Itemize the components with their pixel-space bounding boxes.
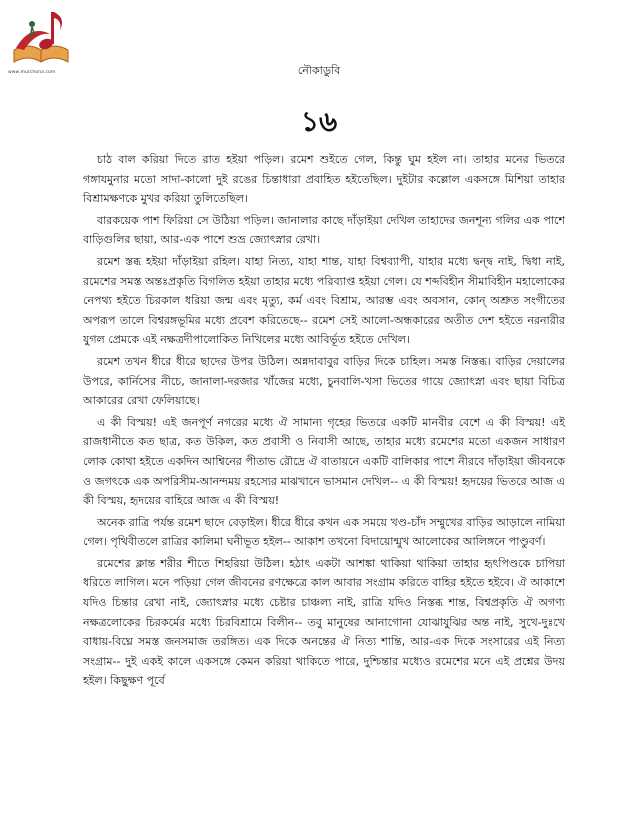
paragraph: বারকয়েক পাশ ফিরিয়া সে উঠিয়া পড়িল। জানালার কাছে দাঁড়াইয়া দেখিল তাহাদের জনশূন্য গলির এক পাশে বাড়িগুলির ছায়া, আর-এক পাশে শুভ্র জ্যোৎস্নার রেখা। bbox=[83, 213, 565, 247]
running-title: নৌকাডুবি bbox=[297, 64, 341, 77]
paragraph: অনেক রাত্রি পর্যন্ত রমেশ ছাদে বেড়াইল। ধীরে ধীরে কখন এক সময়ে খণ্ড-চাঁদ সম্মুখের বাড়ির আড়ালে নামিয়া গেল। পৃথিবীতলে রাত্রির কালিমা ঘনীভূত হইল-- আকাশ তখনো বিদায়োন্মুখ আলোকের আলিঙ্গনে পাণ্ডুবর্ণ। bbox=[83, 515, 565, 549]
paragraph: রমেশ স্তব্ধ হইয়া দাঁড়াইয়া রহিল। যাহা নিত্য, যাহা শান্ত, যাহা বিশ্বব্যাপী, যাহার মধ্যে দ্বন্দ্ব নাই, দ্বিধা নাই, রমেশের সমস্ত অন্তঃপ্রকৃতি বিগলিত হইয়া তাহার মধ্যে পরিব্যাপ্ত হইয়া গেল। যে শব্দবিহীন সীমাবিহীন মহালোকের নেপথ্য হইতে চিরকাল ধরিয়া জন্ম এবং মৃত্যু, কর্ম এবং বিশ্রাম, আরম্ভ এবং অবসান, কোন্‌ অশ্রুত সংগীতের অপরূপ তালে বিশ্বরঙ্গভূমির মধ্যে প্রবেশ করিতেছে-- রমেশ সেই আলো-অন্ধকারের অতীত দেশ হইতে নরনারীর যুগল প্রেমকে এই নক্ষত্রদীপালোকিত নিখিলের মধ্যে আবির্ভূত হইতে দেখিল। bbox=[83, 254, 565, 347]
paragraph: রমেশের ক্লান্ত শরীর শীতে শিহরিয়া উঠিল। হঠাৎ একটা আশঙ্কা থাকিয়া থাকিয়া তাহার হৃৎপিণ্ডকে চাপিয়া ধরিতে লাগিল। মনে পড়িয়া গেল জীবনের রণক্ষেত্রে কাল আবার সংগ্রাম করিতে বাহির হইতে হইবে। ঐ আকাশে যদিও চিন্তার রেখা নাই, জ্যোৎস্নার মধ্যে চেষ্টার চাঞ্চল্য নাই, রাত্রি যদিও নিস্তব্ধ শান্ত, বিশ্বপ্রকৃতি ঐ অগণ্য নক্ষত্রলোকের চিরকর্মের মধ্যে চিরবিশ্রামে বিলীন-- তবু মানুষের আনাগোনা যোঝাযুঝির অন্ত নাই, সুখে-দুঃখে বাধায়-বিঘ্নে সমস্ত জনসমাজ তরঙ্গিত। এক দিকে অনন্তের ঐ নিত্য শান্তি, আর-এক দিকে সংসারের এই নিত্য সংগ্রাম-- দুই একই কালে একসঙ্গে কেমন করিয়া থাকিতে পারে, দুশ্চিন্তার মধ্যেও রমেশের মনে এই প্রশ্নের উদয় হইল। কিছুক্ষণ পূর্বে bbox=[83, 556, 565, 688]
paragraph: এ কী বিস্ময়! এই জনপূর্ণ নগরের মধ্যে ঐ সামান্য গৃহের ভিতরে একটি মানবীর বেশে এ কী বিস্ময়! এই রাজধানীতে কত ছাত্র, কত উকিল, কত প্রবাসী ও নিবাসী আছে, তাহার মধ্যে রমেশের মতো একজন সাধারণ লোক কোথা হইতে একদিন আশ্বিনের পীতাভ রৌদ্রে ঐ বাতায়নে একটি বালিকার পাশে নীরবে দাঁড়াইয়া জীবনকে ও জগৎকে এক অপরিসীম-আনন্দময় রহস্যের মাঝখানে ভাসমান দেখিল-- এ কী বিস্ময়! হৃদয়ের ভিতরে আজ এ কী বিস্ময়, হৃদয়ের বাহিরে আজ এ কী বিস্ময়! bbox=[83, 415, 565, 508]
chapter-body bbox=[83, 150, 565, 693]
paragraph: রমেশ তখন ধীরে ধীরে ছাদের উপর উঠিল। অন্নদাবাবুর বাড়ির দিকে চাহিল। সমস্ত নিস্তব্ধ। বাড়ির দেয়ালের উপরে, কার্নিসের নীচে, জানালা-দরজার খাঁজের মধ্যে, চুনবালি-খসা ভিতের গায়ে জ্যোৎস্না এবং ছায়া বিচিত্র আকারের রেখা ফেলিয়াছে। bbox=[83, 354, 565, 408]
chapter-number: ১৬ bbox=[300, 105, 338, 138]
logo-url-text: www.murchona.com bbox=[8, 70, 56, 75]
paragraph: চাঠ বাল করিয়া দিতে রাত হইয়া পড়িল। রমেশ শুইতে গেল, কিন্তু ঘুম হইল না। তাহার মনের ভিতরে গঙ্গাযমুনার মতো সাদা-কালো দুই রঙের চিন্তাধারা প্রবাহিত হইতেছিল। দুইটার কল্লোল একসঙ্গে মিশিয়া তাহার বিশ্রামক্ষণকে মুখর করিয়া তুলিতেছিল। bbox=[83, 153, 565, 206]
